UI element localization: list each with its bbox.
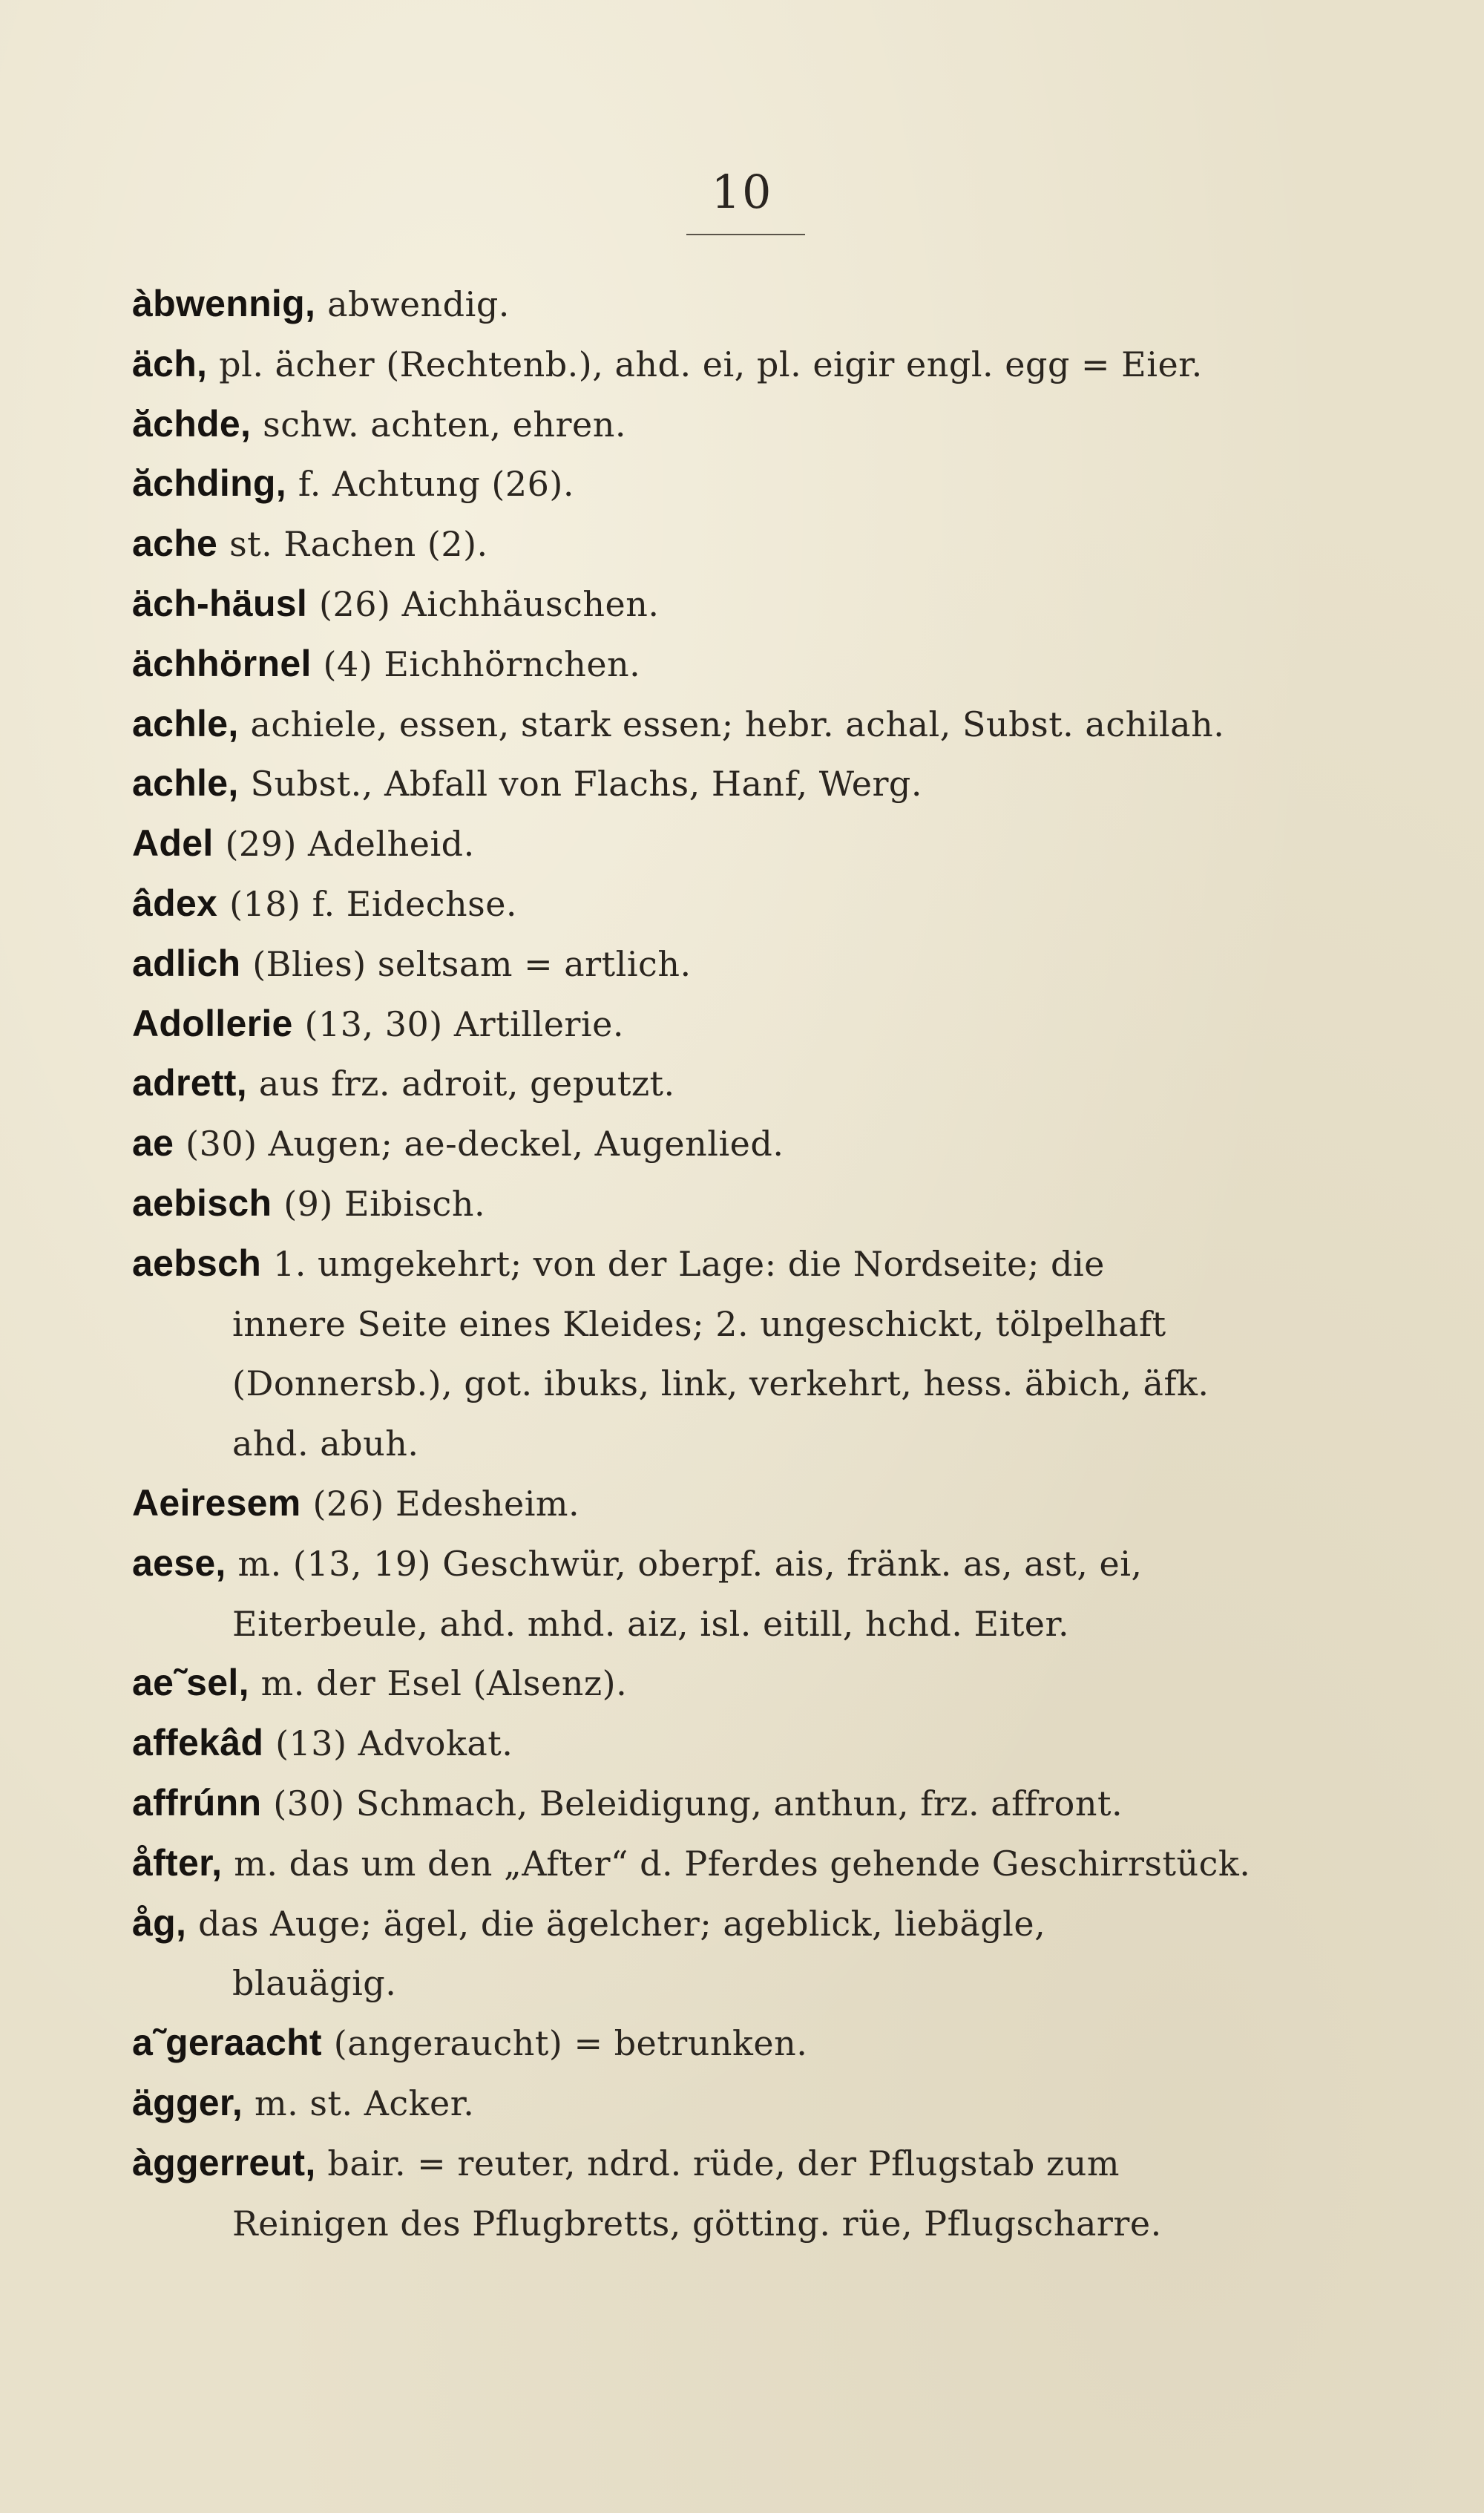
dictionary-entry (132, 1834, 1350, 1894)
entry-definition: m. das um den „After“ d. Pferdes gehende Geschirrstück. (234, 1843, 1251, 1884)
entry-headword: adlich (132, 942, 241, 984)
entry-definition: f. Achtung (26). (298, 464, 574, 505)
entry-definition: (26) Aichhäuschen. (319, 583, 660, 624)
dictionary-entry (132, 335, 1350, 395)
dictionary-entry (132, 2074, 1350, 2134)
dictionary-entry (132, 2014, 1350, 2074)
entry-definition: 1. umgekehrt; von der Lage: die Nordseite; die (273, 1243, 1105, 1284)
entry-definition: (Blies) seltsam = artlich. (252, 943, 692, 984)
entry-headword: Aeiresem (132, 1481, 301, 1524)
entry-definition: ahd. abuh. (232, 1423, 419, 1464)
entry-headword: ächhörnel (132, 642, 312, 684)
entry-definition: (26) Edesheim. (312, 1483, 580, 1524)
entry-headword: aebisch (132, 1182, 272, 1224)
dictionary-entry (132, 754, 1350, 814)
entry-headword: Adollerie (132, 1002, 293, 1044)
dictionary-entry (132, 934, 1350, 995)
entry-definition: abwendig. (327, 284, 510, 324)
entry-definition: das Auge; ägel, die ägelcher; ageblick, liebägle, (198, 1903, 1046, 1944)
entry-headword: ägger, (132, 2081, 243, 2123)
entry-definition: blauägig. (232, 1963, 397, 2004)
entry-definition: m. der Esel (Alsenz). (260, 1663, 628, 1704)
entry-headword: ăchde, (132, 402, 252, 445)
entry-definition: (4) Eichhörnchen. (323, 643, 641, 684)
entry-definition: (29) Adelheid. (225, 824, 475, 865)
entry-definition: (angeraucht) = betrunken. (333, 2023, 808, 2064)
entry-definition: bair. = reuter, ndrd. rüde, der Pflugstab zum (327, 2143, 1120, 2183)
dictionary-entry-continuation (132, 1294, 1350, 1354)
dictionary-entry (132, 514, 1350, 574)
entry-headword: Adel (132, 822, 214, 865)
entry-definition: achiele, essen, stark essen; hebr. achal, Subst. achilah. (250, 704, 1225, 744)
entry-headword: ăchding, (132, 462, 286, 505)
entry-headword: ae˜sel, (132, 1662, 249, 1704)
entry-definition: st. Rachen (2). (229, 524, 488, 565)
entry-headword: a˜geraacht (132, 2022, 322, 2064)
dictionary-entry-continuation (132, 1953, 1350, 2014)
entry-definition: m. st. Acker. (255, 2083, 475, 2123)
entry-definition: (18) f. Eidechse. (229, 883, 518, 924)
dictionary-entry-continuation (132, 1414, 1350, 1474)
dictionary-entry (132, 874, 1350, 934)
dictionary-entry (132, 814, 1350, 874)
entry-headword: àggerreut, (132, 2141, 316, 2183)
dictionary-entry (132, 1234, 1350, 1294)
dictionary-entry (132, 1714, 1350, 1774)
entry-headword: achle, (132, 702, 239, 744)
dictionary-entry (132, 1654, 1350, 1714)
entry-definition: (13, 30) Artillerie. (304, 1003, 624, 1044)
entry-definition: Reinigen des Pflugbretts, götting. rüe, Pflugscharre. (232, 2203, 1162, 2244)
dictionary-entry (132, 454, 1350, 514)
entry-headword: aebsch (132, 1242, 262, 1284)
entry-headword: âdex (132, 882, 218, 924)
dictionary-entry (132, 574, 1350, 635)
dictionary-entry (132, 1534, 1350, 1594)
entry-definition: Eiterbeule, ahd. mhd. aiz, isl. eitill, hchd. Eiter. (232, 1603, 1070, 1644)
dictionary-entry (132, 695, 1350, 755)
dictionary-entry (132, 635, 1350, 695)
dictionary-entry (132, 1174, 1350, 1234)
entry-definition: Subst., Abfall von Flachs, Hanf, Werg. (250, 764, 923, 805)
entry-definition: (30) Augen; ae-deckel, Augenlied. (186, 1124, 784, 1164)
dictionary-entry (132, 275, 1350, 335)
dictionary-entry-continuation (132, 1594, 1350, 1654)
entry-headword: aese, (132, 1541, 226, 1584)
entry-definition: (Donnersb.), got. ibuks, link, verkehrt, hess. äbich, äfk. (232, 1363, 1209, 1404)
dictionary-entry (132, 1894, 1350, 1954)
entry-definition: innere Seite eines Kleides; 2. ungeschickt, tölpelhaft (232, 1303, 1166, 1344)
entry-headword: affrúnn (132, 1781, 262, 1824)
dictionary-entry (132, 2134, 1350, 2194)
entry-headword: åfter, (132, 1841, 223, 1884)
dictionary-entries (132, 275, 1350, 2253)
entry-headword: äch, (132, 342, 208, 384)
entry-definition: aus frz. adroit, geputzt. (258, 1064, 675, 1104)
entry-headword: achle, (132, 762, 239, 805)
entry-headword: àbwennig, (132, 283, 316, 324)
entry-definition: (9) Eibisch. (283, 1183, 486, 1224)
page-number: 10 (711, 165, 773, 219)
entry-headword: adrett, (132, 1062, 247, 1104)
entry-headword: äch-häusl (132, 582, 308, 624)
page-number-rule (686, 234, 805, 235)
entry-headword: åg, (132, 1901, 187, 1944)
entry-definition: (13) Advokat. (275, 1723, 513, 1764)
entry-definition: (30) Schmach, Beleidigung, anthun, frz. affront. (273, 1783, 1123, 1824)
dictionary-entry-continuation (132, 1354, 1350, 1414)
entry-definition: pl. ächer (Rechtenb.), ahd. ei, pl. eigir engl. egg = Eier. (219, 344, 1203, 384)
entry-definition: m. (13, 19) Geschwür, oberpf. ais, fränk. as, ast, ei, (237, 1543, 1143, 1584)
dictionary-entry-continuation (132, 2194, 1350, 2254)
dictionary-entry (132, 995, 1350, 1055)
entry-headword: affekâd (132, 1722, 264, 1764)
dictionary-entry (132, 1054, 1350, 1114)
entry-headword: ache (132, 522, 218, 565)
dictionary-entry (132, 395, 1350, 455)
entry-definition: schw. achten, ehren. (263, 404, 626, 445)
entry-headword: ae (132, 1122, 174, 1164)
dictionary-entry (132, 1474, 1350, 1534)
dictionary-entry (132, 1774, 1350, 1834)
dictionary-entry (132, 1114, 1350, 1174)
